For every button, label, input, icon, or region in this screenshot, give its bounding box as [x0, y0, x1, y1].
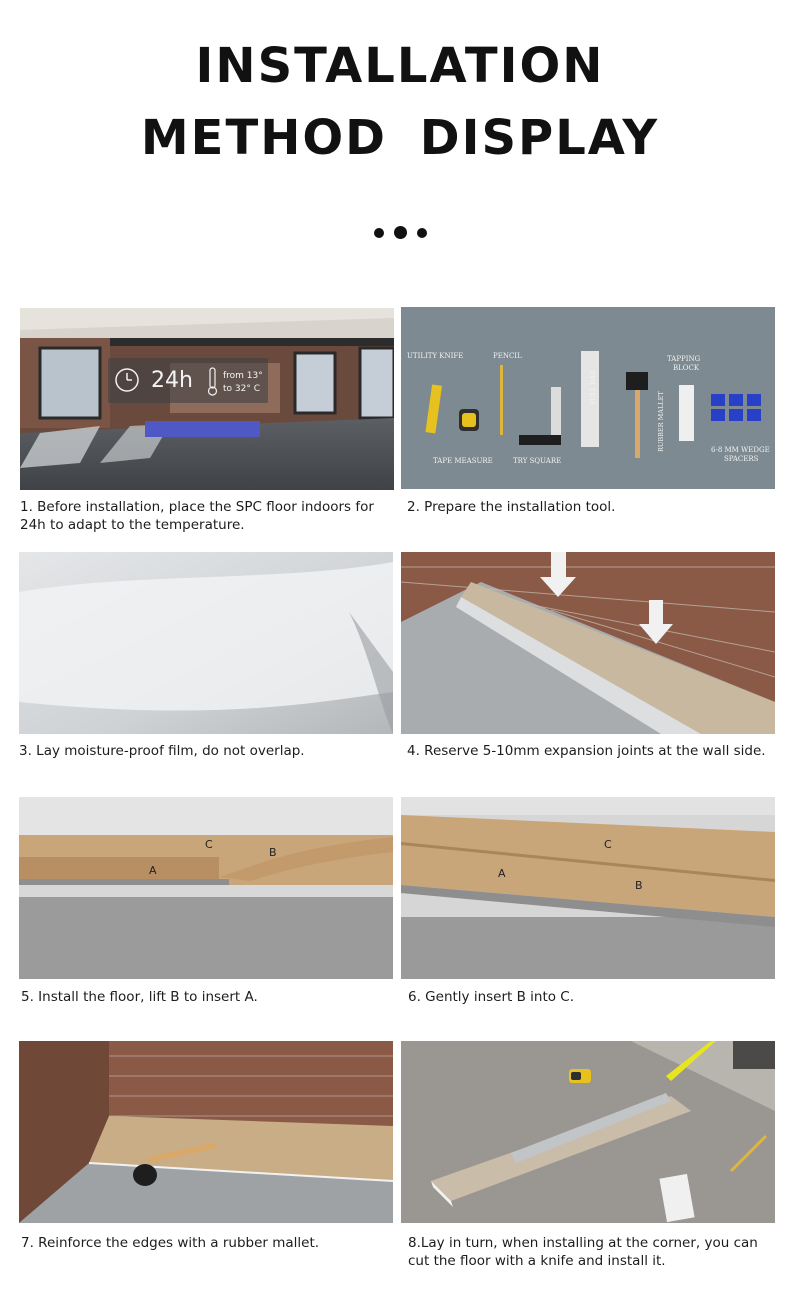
tool-label-pencil: PENCIL: [493, 352, 522, 360]
step-2-photo: [401, 307, 775, 489]
tool-label-pull-bar: PULL BAR: [589, 370, 597, 405]
step-5-label-c: C: [205, 838, 213, 851]
divider-dot: [374, 228, 384, 238]
step-7-photo: [19, 1041, 393, 1223]
tool-label-tape-measure: TAPE MEASURE: [433, 457, 493, 465]
step-2-caption: 2. Prepare the installation tool.: [407, 499, 616, 515]
step-1-temp-line-2: to 32° C: [223, 384, 260, 394]
step-3-photo: [19, 552, 393, 734]
step-6-caption: 6. Gently insert B into C.: [408, 989, 575, 1005]
step-6-photo: [401, 797, 775, 979]
tool-label-spacers-2: SPACERS: [724, 455, 759, 463]
tool-label-spacers-1: 6-8 MM WEDGE: [711, 446, 770, 454]
step-1-temp-line-1: from 13°: [223, 371, 263, 381]
step-1-hours-overlay: 24h: [151, 368, 193, 393]
divider-dot: [394, 226, 407, 239]
step-6-label-a: A: [498, 867, 506, 880]
step-4-photo: [401, 552, 775, 734]
step-4-caption: 4. Reserve 5-10mm expansion joints at the wall side.: [407, 743, 766, 759]
tool-label-tapping-block-2: BLOCK: [673, 364, 700, 372]
page-title-line-2: METHOD DISPLAY: [140, 110, 660, 166]
step-6-label-b: B: [635, 879, 643, 892]
step-5-photo: [19, 797, 393, 979]
divider-dot: [417, 228, 427, 238]
step-1-caption: 1. Before installation, place the SPC floor indoors for 24h to adapt to the temperature.: [20, 499, 374, 533]
step-5-caption: 5. Install the floor, lift B to insert A.: [21, 989, 258, 1005]
divider-dots: [0, 226, 800, 239]
tool-label-utility-knife: UTILITY KNIFE: [407, 352, 464, 360]
step-7-caption: 7. Reinforce the edges with a rubber mallet.: [21, 1235, 320, 1251]
step-8-caption: 8.Lay in turn, when installing at the corner, you can cut the floor with a knife and install it.: [408, 1235, 758, 1269]
tool-label-tapping-block-1: TAPPING: [667, 355, 701, 363]
step-8-photo: [401, 1041, 775, 1223]
step-3-caption: 3. Lay moisture-proof film, do not overlap.: [19, 743, 305, 759]
step-5-label-a: A: [149, 864, 157, 877]
tool-label-rubber-mallet: RUBBER MALLET: [657, 391, 665, 452]
tool-label-try-square: TRY SQUARE: [513, 457, 562, 465]
step-1-photo: [20, 308, 394, 490]
step-5-label-b: B: [269, 846, 277, 859]
page-title-line-1: INSTALLATION: [195, 38, 605, 94]
step-6-label-c: C: [604, 838, 612, 851]
